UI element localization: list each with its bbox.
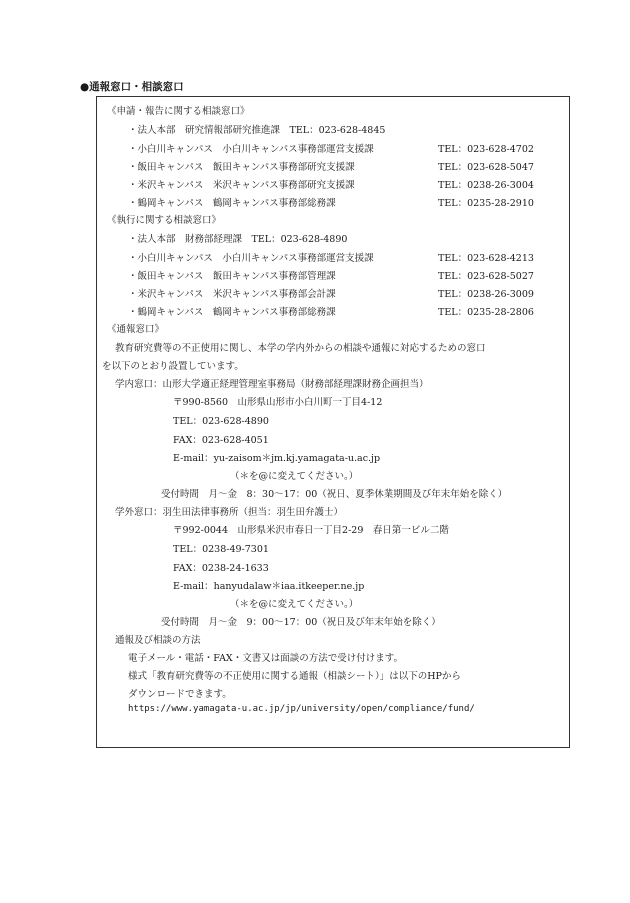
internal-tel: TEL：023-628-4890 (173, 416, 269, 427)
exec-tel-tsuruoka: TEL：0235-28-2806 (438, 307, 534, 318)
exec-item-kojirakawa: ・小白川キャンパス 小白川キャンパス事務部運営支援課 (128, 253, 374, 264)
section-heading: ●通報窓口・相談窓口 (80, 81, 184, 93)
exec-tel-yonezawa: TEL：0238-26-3009 (438, 289, 534, 300)
report-intro-1: 教育研究費等の不正使用に関し、本学の学内外からの相談や通報に対応するための窓口 (115, 343, 486, 354)
exec-item-iida: ・飯田キャンパス 飯田キャンパス事務部管理課 (128, 271, 336, 282)
external-tel: TEL：0238-49-7301 (173, 544, 269, 555)
internal-hours: 受付時間 月～金 8：30～17：00（祝日、夏季休業期間及び年末年始を除く） (161, 489, 508, 500)
method-line-3: ダウンロードできます。 (128, 689, 232, 700)
internal-fax: FAX：023-628-4051 (173, 435, 269, 446)
method-title: 通報及び相談の方法 (115, 635, 201, 646)
internal-office-label: 学内窓口：山形大学適正経理管理室事務局（財務部経理課財務企画担当） (115, 379, 429, 390)
apply-item-iida: ・飯田キャンパス 飯田キャンパス事務部研究支援課 (128, 162, 355, 173)
apply-tel-tsuruoka: TEL：0235-28-2910 (438, 198, 534, 209)
download-url-link[interactable]: https://www.yamagata-u.ac.jp/jp/university/open/compliance/fund/ (128, 704, 475, 714)
apply-tel-kojirakawa: TEL：023-628-4702 (438, 144, 534, 155)
exec-section-title: 《執行に関する相談窓口》 (107, 215, 222, 226)
external-office-label: 学外窓口：羽生田法律事務所（担当：羽生田弁護士） (115, 507, 344, 518)
apply-tel-iida: TEL：023-628-5047 (438, 162, 534, 173)
exec-item-hq: ・法人本部 財務部経理課 TEL：023-628-4890 (128, 234, 348, 245)
apply-item-tsuruoka: ・鶴岡キャンパス 鶴岡キャンパス事務部総務課 (128, 198, 336, 209)
apply-item-yonezawa: ・米沢キャンパス 米沢キャンパス事務部研究支援課 (128, 180, 355, 191)
exec-item-tsuruoka: ・鶴岡キャンパス 鶴岡キャンパス事務部総務課 (128, 307, 336, 318)
report-intro-2: を以下のとおり設置しています。 (102, 361, 244, 372)
external-email-note: （＊を@に変えてください。） (230, 599, 359, 610)
internal-email-note: （＊を@に変えてください。） (230, 471, 359, 482)
report-section-title: 《通報窓口》 (107, 324, 165, 335)
external-postal: 〒992-0044 山形県米沢市春日一丁目2-29 春日第一ビル二階 (173, 525, 449, 536)
internal-postal: 〒990-8560 山形県山形市小白川町一丁目4-12 (173, 397, 383, 408)
apply-item-hq: ・法人本部 研究情報部研究推進課 TEL：023-628-4845 (128, 125, 386, 136)
method-line-2: 様式「教育研究費等の不正使用に関する通報（相談シート）」は以下のHPから (128, 671, 461, 682)
internal-email: E-mail：yu-zaisom＊jm.kj.yamagata-u.ac.jp (173, 453, 381, 464)
external-email: E-mail：hanyudalaw＊iaa.itkeeper.ne.jp (173, 581, 365, 592)
apply-item-kojirakawa: ・小白川キャンパス 小白川キャンパス事務部運営支援課 (128, 144, 374, 155)
external-fax: FAX：0238-24-1633 (173, 563, 269, 574)
exec-tel-iida: TEL：023-628-5027 (438, 271, 534, 282)
apply-tel-yonezawa: TEL：0238-26-3004 (438, 180, 534, 191)
apply-section-title: 《申請・報告に関する相談窓口》 (107, 106, 250, 117)
exec-item-yonezawa: ・米沢キャンパス 米沢キャンパス事務部会計課 (128, 289, 336, 300)
external-hours: 受付時間 月～金 9：00～17：00（祝日及び年末年始を除く） (161, 617, 441, 628)
method-line-1: 電子メール・電話・FAX・文書又は面談の方法で受け付けます。 (128, 653, 403, 664)
exec-tel-kojirakawa: TEL：023-628-4213 (438, 253, 534, 264)
